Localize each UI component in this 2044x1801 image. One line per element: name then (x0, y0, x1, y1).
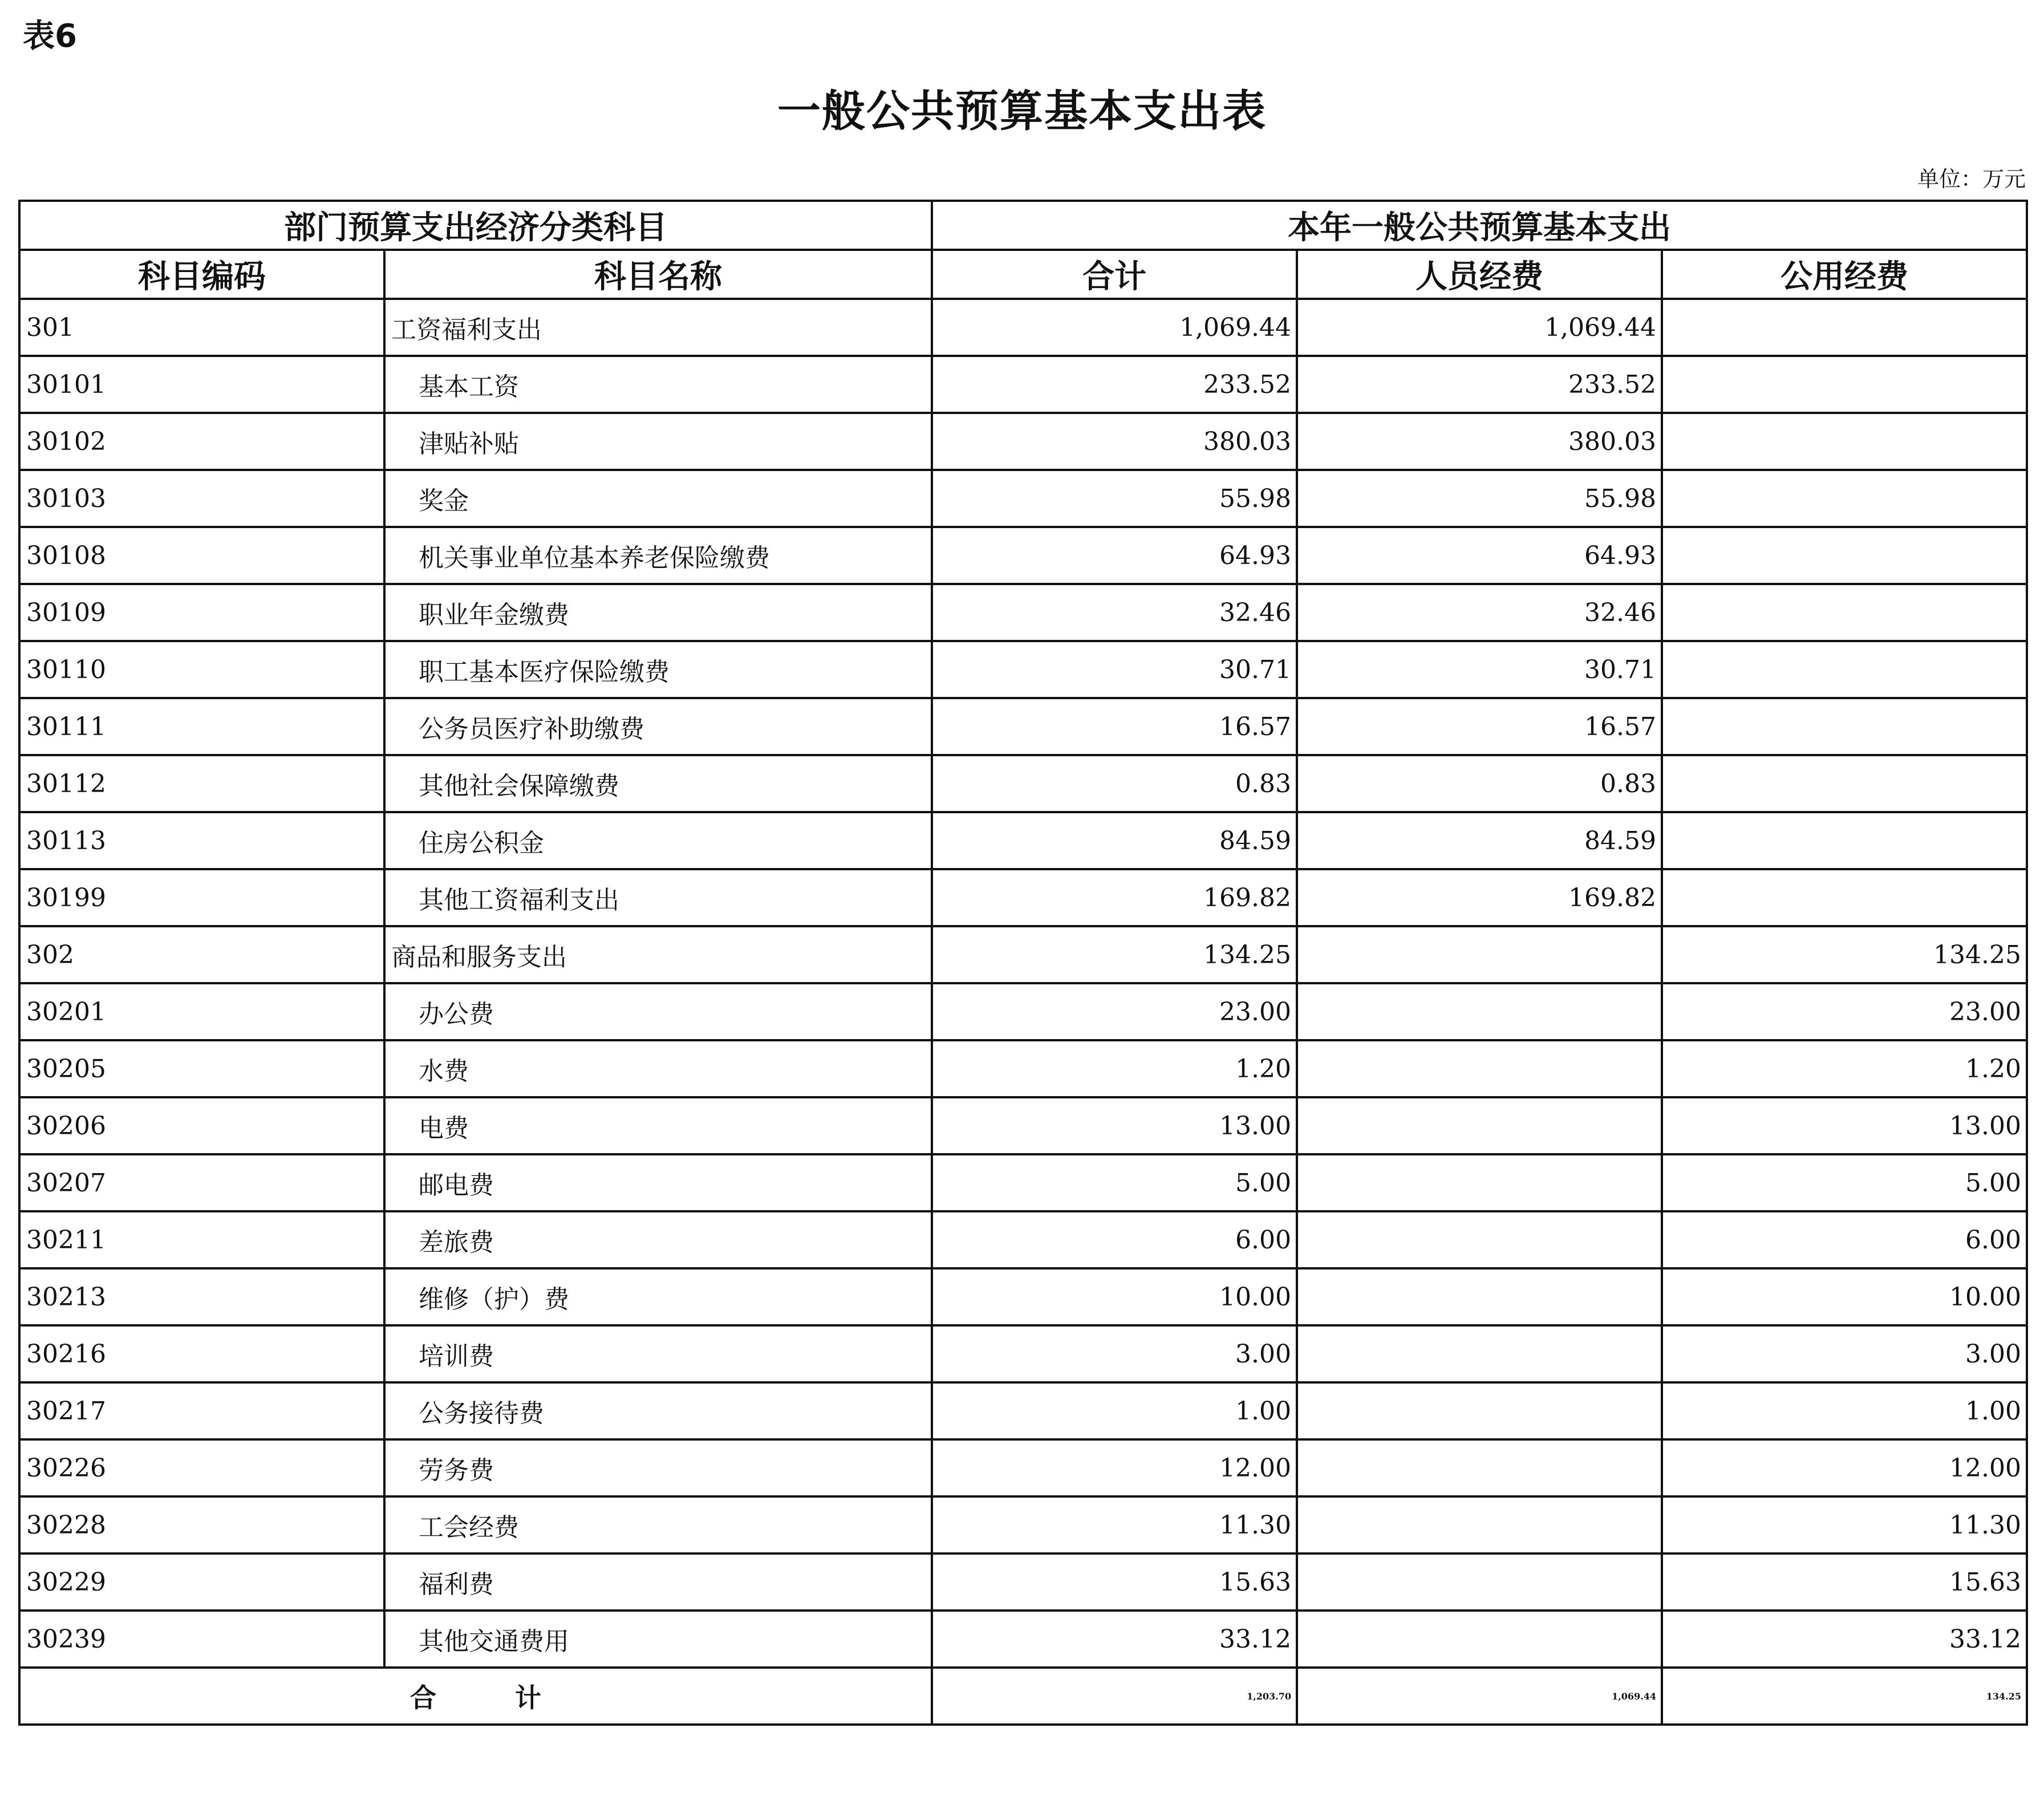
header-name: 科目名称 (384, 250, 932, 299)
cell-name: 办公费 (384, 983, 932, 1040)
cell-name: 津贴补贴 (384, 413, 932, 470)
cell-code: 30205 (19, 1040, 384, 1097)
cell-total: 1,069.44 (932, 299, 1297, 356)
cell-name: 电费 (384, 1097, 932, 1154)
grand-total-public: 134.25 (1662, 1668, 2027, 1725)
cell-name: 其他社会保障缴费 (384, 755, 932, 812)
cell-personnel: 32.46 (1297, 584, 1662, 641)
budget-table (18, 200, 2028, 1726)
cell-name: 其他工资福利支出 (384, 869, 932, 926)
cell-public (1662, 356, 2027, 413)
cell-total: 13.00 (932, 1097, 1297, 1154)
cell-code: 30103 (19, 470, 384, 527)
cell-total: 6.00 (932, 1211, 1297, 1268)
table-row (19, 926, 2027, 983)
cell-total: 11.30 (932, 1496, 1297, 1553)
table-row (19, 1382, 2027, 1439)
cell-code: 30108 (19, 527, 384, 584)
header-column-row (19, 250, 2027, 299)
cell-total: 55.98 (932, 470, 1297, 527)
table-row (19, 356, 2027, 413)
cell-total: 32.46 (932, 584, 1297, 641)
cell-public: 3.00 (1662, 1325, 2027, 1382)
cell-code: 30110 (19, 641, 384, 698)
table-body (19, 299, 2027, 1668)
cell-public (1662, 641, 2027, 698)
cell-code: 30102 (19, 413, 384, 470)
table-row (19, 983, 2027, 1040)
table-row (19, 698, 2027, 755)
grand-total-personnel: 1,069.44 (1297, 1668, 1662, 1725)
cell-personnel: 64.93 (1297, 527, 1662, 584)
cell-total: 12.00 (932, 1439, 1297, 1496)
grand-total-label-text: 合 计 (410, 1682, 541, 1713)
cell-total: 5.00 (932, 1154, 1297, 1211)
cell-public: 13.00 (1662, 1097, 2027, 1154)
cell-code: 301 (19, 299, 384, 356)
cell-personnel: 380.03 (1297, 413, 1662, 470)
cell-total: 64.93 (932, 527, 1297, 584)
cell-total: 23.00 (932, 983, 1297, 1040)
cell-code: 30109 (19, 584, 384, 641)
header-code: 科目编码 (19, 250, 384, 299)
table-row (19, 1611, 2027, 1668)
cell-code: 30229 (19, 1553, 384, 1611)
cell-personnel: 0.83 (1297, 755, 1662, 812)
cell-total: 15.63 (932, 1553, 1297, 1611)
cell-personnel: 16.57 (1297, 698, 1662, 755)
cell-name: 住房公积金 (384, 812, 932, 869)
cell-name: 其他交通费用 (384, 1611, 932, 1668)
cell-name: 奖金 (384, 470, 932, 527)
cell-personnel (1297, 1040, 1662, 1097)
cell-personnel (1297, 983, 1662, 1040)
cell-public: 5.00 (1662, 1154, 2027, 1211)
cell-name: 工会经费 (384, 1496, 932, 1553)
header-total: 合计 (932, 250, 1297, 299)
table-row (19, 1097, 2027, 1154)
table-row (19, 641, 2027, 698)
cell-personnel: 169.82 (1297, 869, 1662, 926)
header-group-row (19, 201, 2027, 250)
cell-personnel: 55.98 (1297, 470, 1662, 527)
cell-total: 169.82 (932, 869, 1297, 926)
cell-personnel (1297, 1154, 1662, 1211)
table-row (19, 1211, 2027, 1268)
cell-public (1662, 470, 2027, 527)
header-group-expenditure: 本年一般公共预算基本支出 (932, 201, 2027, 250)
cell-total: 3.00 (932, 1325, 1297, 1382)
cell-personnel (1297, 1097, 1662, 1154)
cell-personnel (1297, 1439, 1662, 1496)
cell-total: 16.57 (932, 698, 1297, 755)
cell-name: 公务接待费 (384, 1382, 932, 1439)
cell-total: 134.25 (932, 926, 1297, 983)
cell-personnel: 30.71 (1297, 641, 1662, 698)
table-row (19, 299, 2027, 356)
cell-public: 1.00 (1662, 1382, 2027, 1439)
table-number: 表6 (23, 18, 77, 55)
cell-public: 134.25 (1662, 926, 2027, 983)
page-title: 一般公共预算基本支出表 (777, 86, 1267, 136)
cell-total: 33.12 (932, 1611, 1297, 1668)
cell-personnel (1297, 1553, 1662, 1611)
cell-name: 邮电费 (384, 1154, 932, 1211)
cell-name: 水费 (384, 1040, 932, 1097)
cell-name: 差旅费 (384, 1211, 932, 1268)
cell-name: 培训费 (384, 1325, 932, 1382)
cell-personnel: 1,069.44 (1297, 299, 1662, 356)
cell-public: 15.63 (1662, 1553, 2027, 1611)
table-row (19, 470, 2027, 527)
table-row (19, 413, 2027, 470)
cell-name: 职业年金缴费 (384, 584, 932, 641)
table-row (19, 1325, 2027, 1382)
cell-public (1662, 299, 2027, 356)
table-row (19, 1040, 2027, 1097)
cell-name: 商品和服务支出 (384, 926, 932, 983)
cell-public: 11.30 (1662, 1496, 2027, 1553)
cell-total: 30.71 (932, 641, 1297, 698)
cell-name: 工资福利支出 (384, 299, 932, 356)
cell-name: 福利费 (384, 1553, 932, 1611)
table-row (19, 1496, 2027, 1553)
cell-personnel (1297, 1382, 1662, 1439)
cell-public (1662, 698, 2027, 755)
cell-total: 0.83 (932, 755, 1297, 812)
header-group-classification: 部门预算支出经济分类科目 (19, 201, 932, 250)
cell-public: 1.20 (1662, 1040, 2027, 1097)
cell-public (1662, 413, 2027, 470)
table-row (19, 812, 2027, 869)
cell-code: 30111 (19, 698, 384, 755)
cell-name: 劳务费 (384, 1439, 932, 1496)
cell-public (1662, 869, 2027, 926)
cell-public (1662, 584, 2027, 641)
cell-public (1662, 755, 2027, 812)
cell-total: 1.20 (932, 1040, 1297, 1097)
table-row (19, 527, 2027, 584)
cell-code: 30228 (19, 1496, 384, 1553)
cell-personnel: 233.52 (1297, 356, 1662, 413)
cell-personnel (1297, 1611, 1662, 1668)
cell-personnel: 84.59 (1297, 812, 1662, 869)
cell-name: 职工基本医疗保险缴费 (384, 641, 932, 698)
cell-code: 30216 (19, 1325, 384, 1382)
table-row (19, 755, 2027, 812)
table-row (19, 1154, 2027, 1211)
cell-total: 84.59 (932, 812, 1297, 869)
cell-total: 380.03 (932, 413, 1297, 470)
cell-code: 30101 (19, 356, 384, 413)
cell-total: 233.52 (932, 356, 1297, 413)
cell-code: 30201 (19, 983, 384, 1040)
table-row (19, 1553, 2027, 1611)
table-row (19, 1268, 2027, 1325)
table-header (19, 201, 2027, 299)
header-public: 公用经费 (1662, 250, 2027, 299)
cell-name: 维修（护）费 (384, 1268, 932, 1325)
cell-personnel (1297, 1325, 1662, 1382)
table-row (19, 869, 2027, 926)
table-row (19, 1439, 2027, 1496)
cell-personnel (1297, 1211, 1662, 1268)
cell-code: 30211 (19, 1211, 384, 1268)
cell-code: 30113 (19, 812, 384, 869)
grand-total-total: 1,203.70 (932, 1668, 1297, 1725)
cell-public: 33.12 (1662, 1611, 2027, 1668)
cell-name: 基本工资 (384, 356, 932, 413)
cell-code: 30112 (19, 755, 384, 812)
cell-public (1662, 812, 2027, 869)
cell-name: 公务员医疗补助缴费 (384, 698, 932, 755)
header-personnel: 人员经费 (1297, 250, 1662, 299)
table-row (19, 584, 2027, 641)
grand-total-label (19, 1668, 932, 1725)
cell-public: 12.00 (1662, 1439, 2027, 1496)
cell-code: 30207 (19, 1154, 384, 1211)
cell-personnel (1297, 1496, 1662, 1553)
cell-code: 30206 (19, 1097, 384, 1154)
cell-public: 23.00 (1662, 983, 2027, 1040)
grand-total-row (19, 1668, 2027, 1725)
cell-code: 302 (19, 926, 384, 983)
cell-total: 1.00 (932, 1382, 1297, 1439)
unit-label: 单位：万元 (1917, 167, 2026, 192)
cell-code: 30239 (19, 1611, 384, 1668)
cell-name: 机关事业单位基本养老保险缴费 (384, 527, 932, 584)
cell-code: 30226 (19, 1439, 384, 1496)
cell-public (1662, 527, 2027, 584)
cell-personnel (1297, 1268, 1662, 1325)
cell-code: 30199 (19, 869, 384, 926)
cell-code: 30217 (19, 1382, 384, 1439)
cell-code: 30213 (19, 1268, 384, 1325)
cell-personnel (1297, 926, 1662, 983)
cell-total: 10.00 (932, 1268, 1297, 1325)
cell-public: 6.00 (1662, 1211, 2027, 1268)
cell-public: 10.00 (1662, 1268, 2027, 1325)
